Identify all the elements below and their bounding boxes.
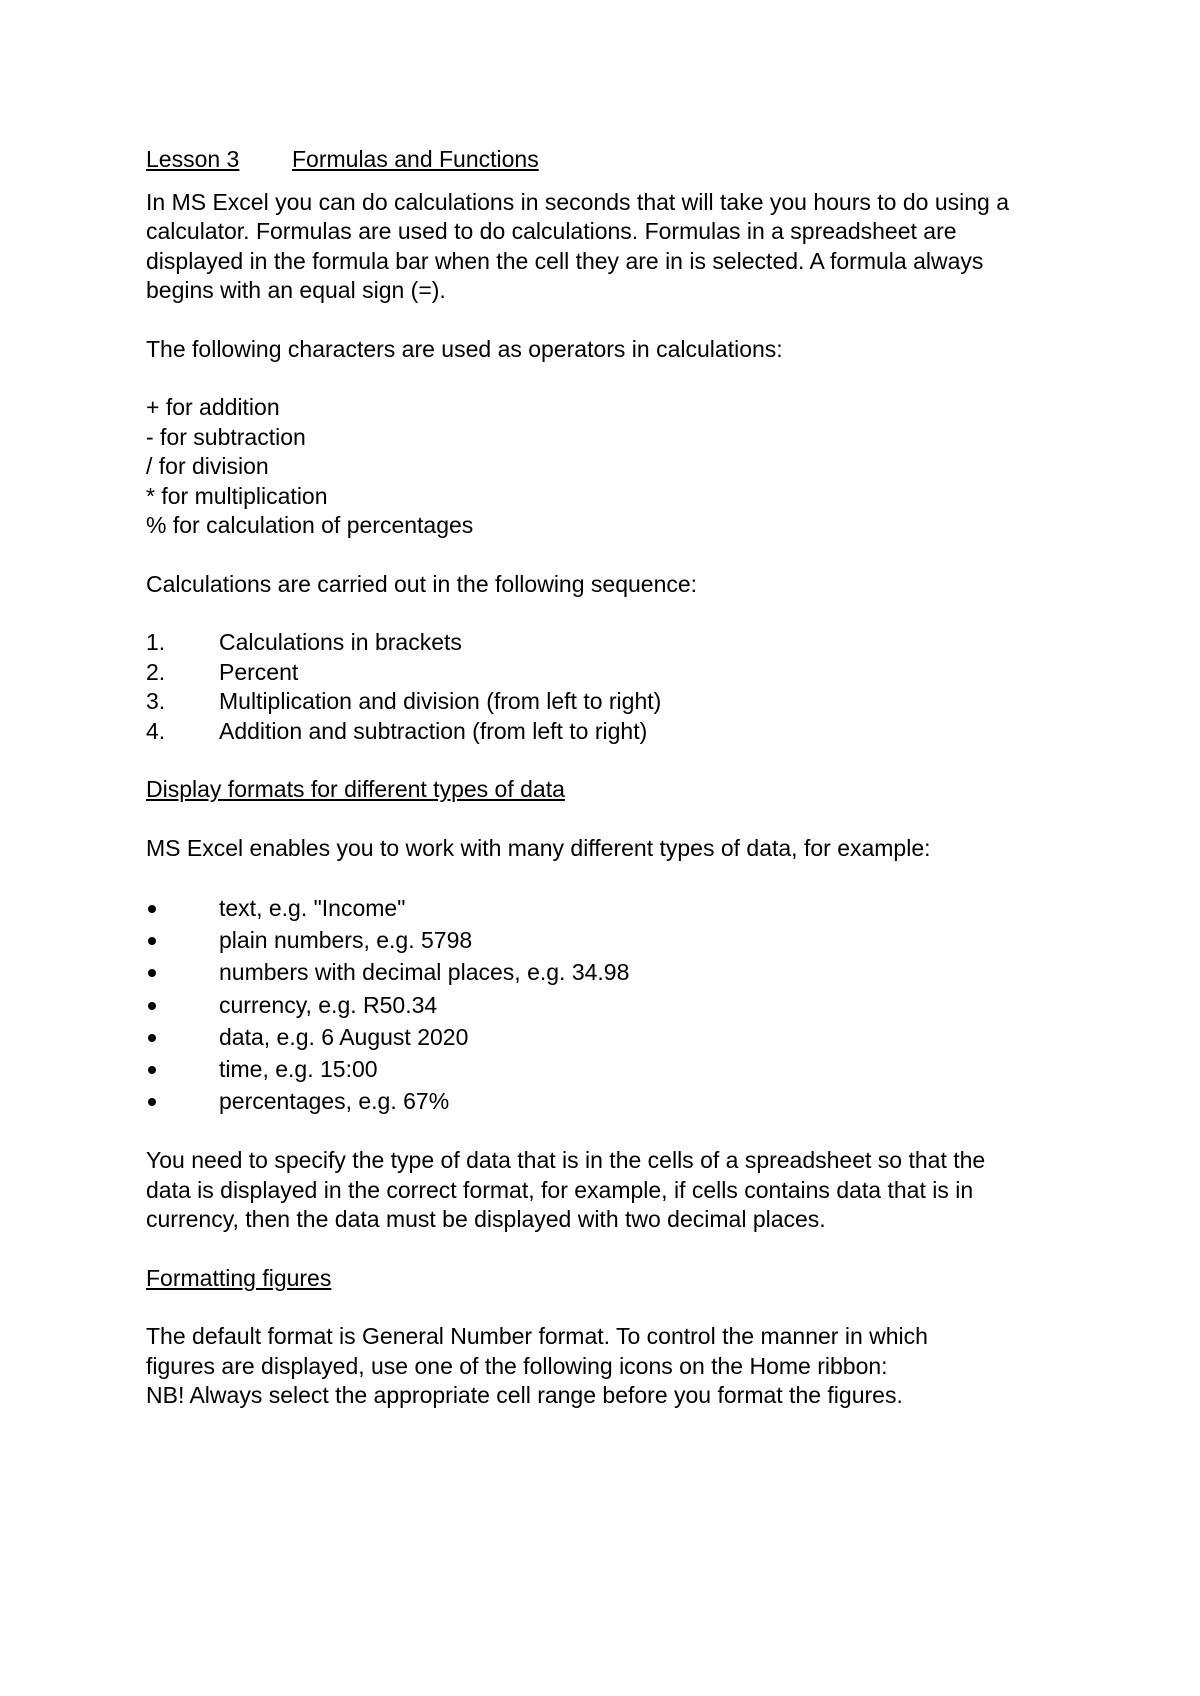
list-item: + for addition bbox=[146, 394, 280, 420]
formatting-heading: Formatting figures bbox=[146, 1264, 332, 1291]
list-item bbox=[146, 956, 1086, 988]
list-number: 2. bbox=[146, 658, 166, 685]
bullet-icon bbox=[146, 1069, 219, 1077]
list-text: plain numbers, e.g. 5798 bbox=[219, 927, 473, 954]
bullet-icon bbox=[146, 908, 219, 916]
list-text: percentages, e.g. 67% bbox=[219, 1088, 450, 1115]
text-line: In MS Excel you can do calculations in seconds that will take you hours to do using a bbox=[146, 188, 1009, 215]
data-types-intro: MS Excel enables you to work with many different types of data, for example: bbox=[146, 834, 931, 861]
data-types-list bbox=[146, 892, 1086, 1117]
list-item bbox=[146, 658, 1086, 688]
list-item bbox=[146, 687, 1086, 717]
list-number: 3. bbox=[146, 688, 166, 714]
sequence-intro: Calculations are carried out in the following sequence: bbox=[146, 570, 698, 597]
bullet-icon bbox=[146, 940, 219, 948]
list-text: Multiplication and division (from left to right) bbox=[219, 688, 662, 714]
operators-list bbox=[146, 393, 1086, 541]
list-text: Percent bbox=[219, 658, 299, 685]
list-text: numbers with decimal places, e.g. 34.98 bbox=[219, 959, 630, 986]
list-item bbox=[146, 1021, 1086, 1053]
list-item: / for division bbox=[146, 453, 269, 479]
bullet-icon bbox=[146, 1101, 219, 1109]
lesson-number: Lesson 3 bbox=[146, 146, 240, 172]
list-item: % for calculation of percentages bbox=[146, 512, 474, 538]
sequence-list bbox=[146, 628, 1086, 746]
formatting-paragraph bbox=[146, 1322, 1086, 1411]
list-item bbox=[146, 628, 1086, 658]
bullet-icon bbox=[146, 1037, 219, 1045]
list-text: time, e.g. 15:00 bbox=[219, 1056, 378, 1083]
list-item: * for multiplication bbox=[146, 482, 328, 509]
document-page bbox=[146, 145, 1086, 1440]
lesson-heading bbox=[146, 145, 1086, 175]
list-item bbox=[146, 892, 1086, 924]
list-number: 4. bbox=[146, 717, 166, 744]
text-line: NB! Always select the appropriate cell range before you format the figures. bbox=[146, 1382, 903, 1409]
specify-paragraph bbox=[146, 1146, 1086, 1235]
list-text: Calculations in brackets bbox=[219, 629, 462, 655]
operators-intro: The following characters are used as operators in calculations: bbox=[146, 335, 783, 362]
list-item: - for subtraction bbox=[146, 423, 306, 450]
list-text: data, e.g. 6 August 2020 bbox=[219, 1023, 469, 1050]
text-line: figures are displayed, use one of the following icons on the Home ribbon: bbox=[146, 1352, 888, 1379]
text-line: The default format is General Number format. To control the manner in which bbox=[146, 1323, 928, 1350]
list-text: currency, e.g. R50.34 bbox=[219, 991, 438, 1018]
text-line: calculator. Formulas are used to do calculations. Formulas in a spreadsheet are bbox=[146, 218, 957, 244]
display-formats-heading: Display formats for different types of data bbox=[146, 776, 565, 802]
bullet-icon bbox=[146, 972, 219, 980]
text-line: displayed in the formula bar when the cell they are in is selected. A formula always bbox=[146, 247, 984, 274]
bullet-icon bbox=[146, 1005, 219, 1013]
lesson-title: Formulas and Functions bbox=[292, 146, 539, 172]
text-line: begins with an equal sign (=). bbox=[146, 277, 446, 303]
list-item bbox=[146, 924, 1086, 956]
text-line: currency, then the data must be displayed with two decimal places. bbox=[146, 1206, 826, 1233]
list-item bbox=[146, 1085, 1086, 1117]
list-text: Addition and subtraction (from left to right) bbox=[219, 717, 648, 744]
list-item bbox=[146, 717, 1086, 747]
text-line: data is displayed in the correct format, for example, if cells contains data that is in bbox=[146, 1176, 974, 1203]
list-item bbox=[146, 1053, 1086, 1085]
list-number: 1. bbox=[146, 629, 166, 655]
intro-paragraph bbox=[146, 188, 1086, 306]
list-item bbox=[146, 989, 1086, 1021]
list-text: text, e.g. "Income" bbox=[219, 895, 406, 921]
text-line: You need to specify the type of data that is in the cells of a spreadsheet so that the bbox=[146, 1147, 986, 1174]
